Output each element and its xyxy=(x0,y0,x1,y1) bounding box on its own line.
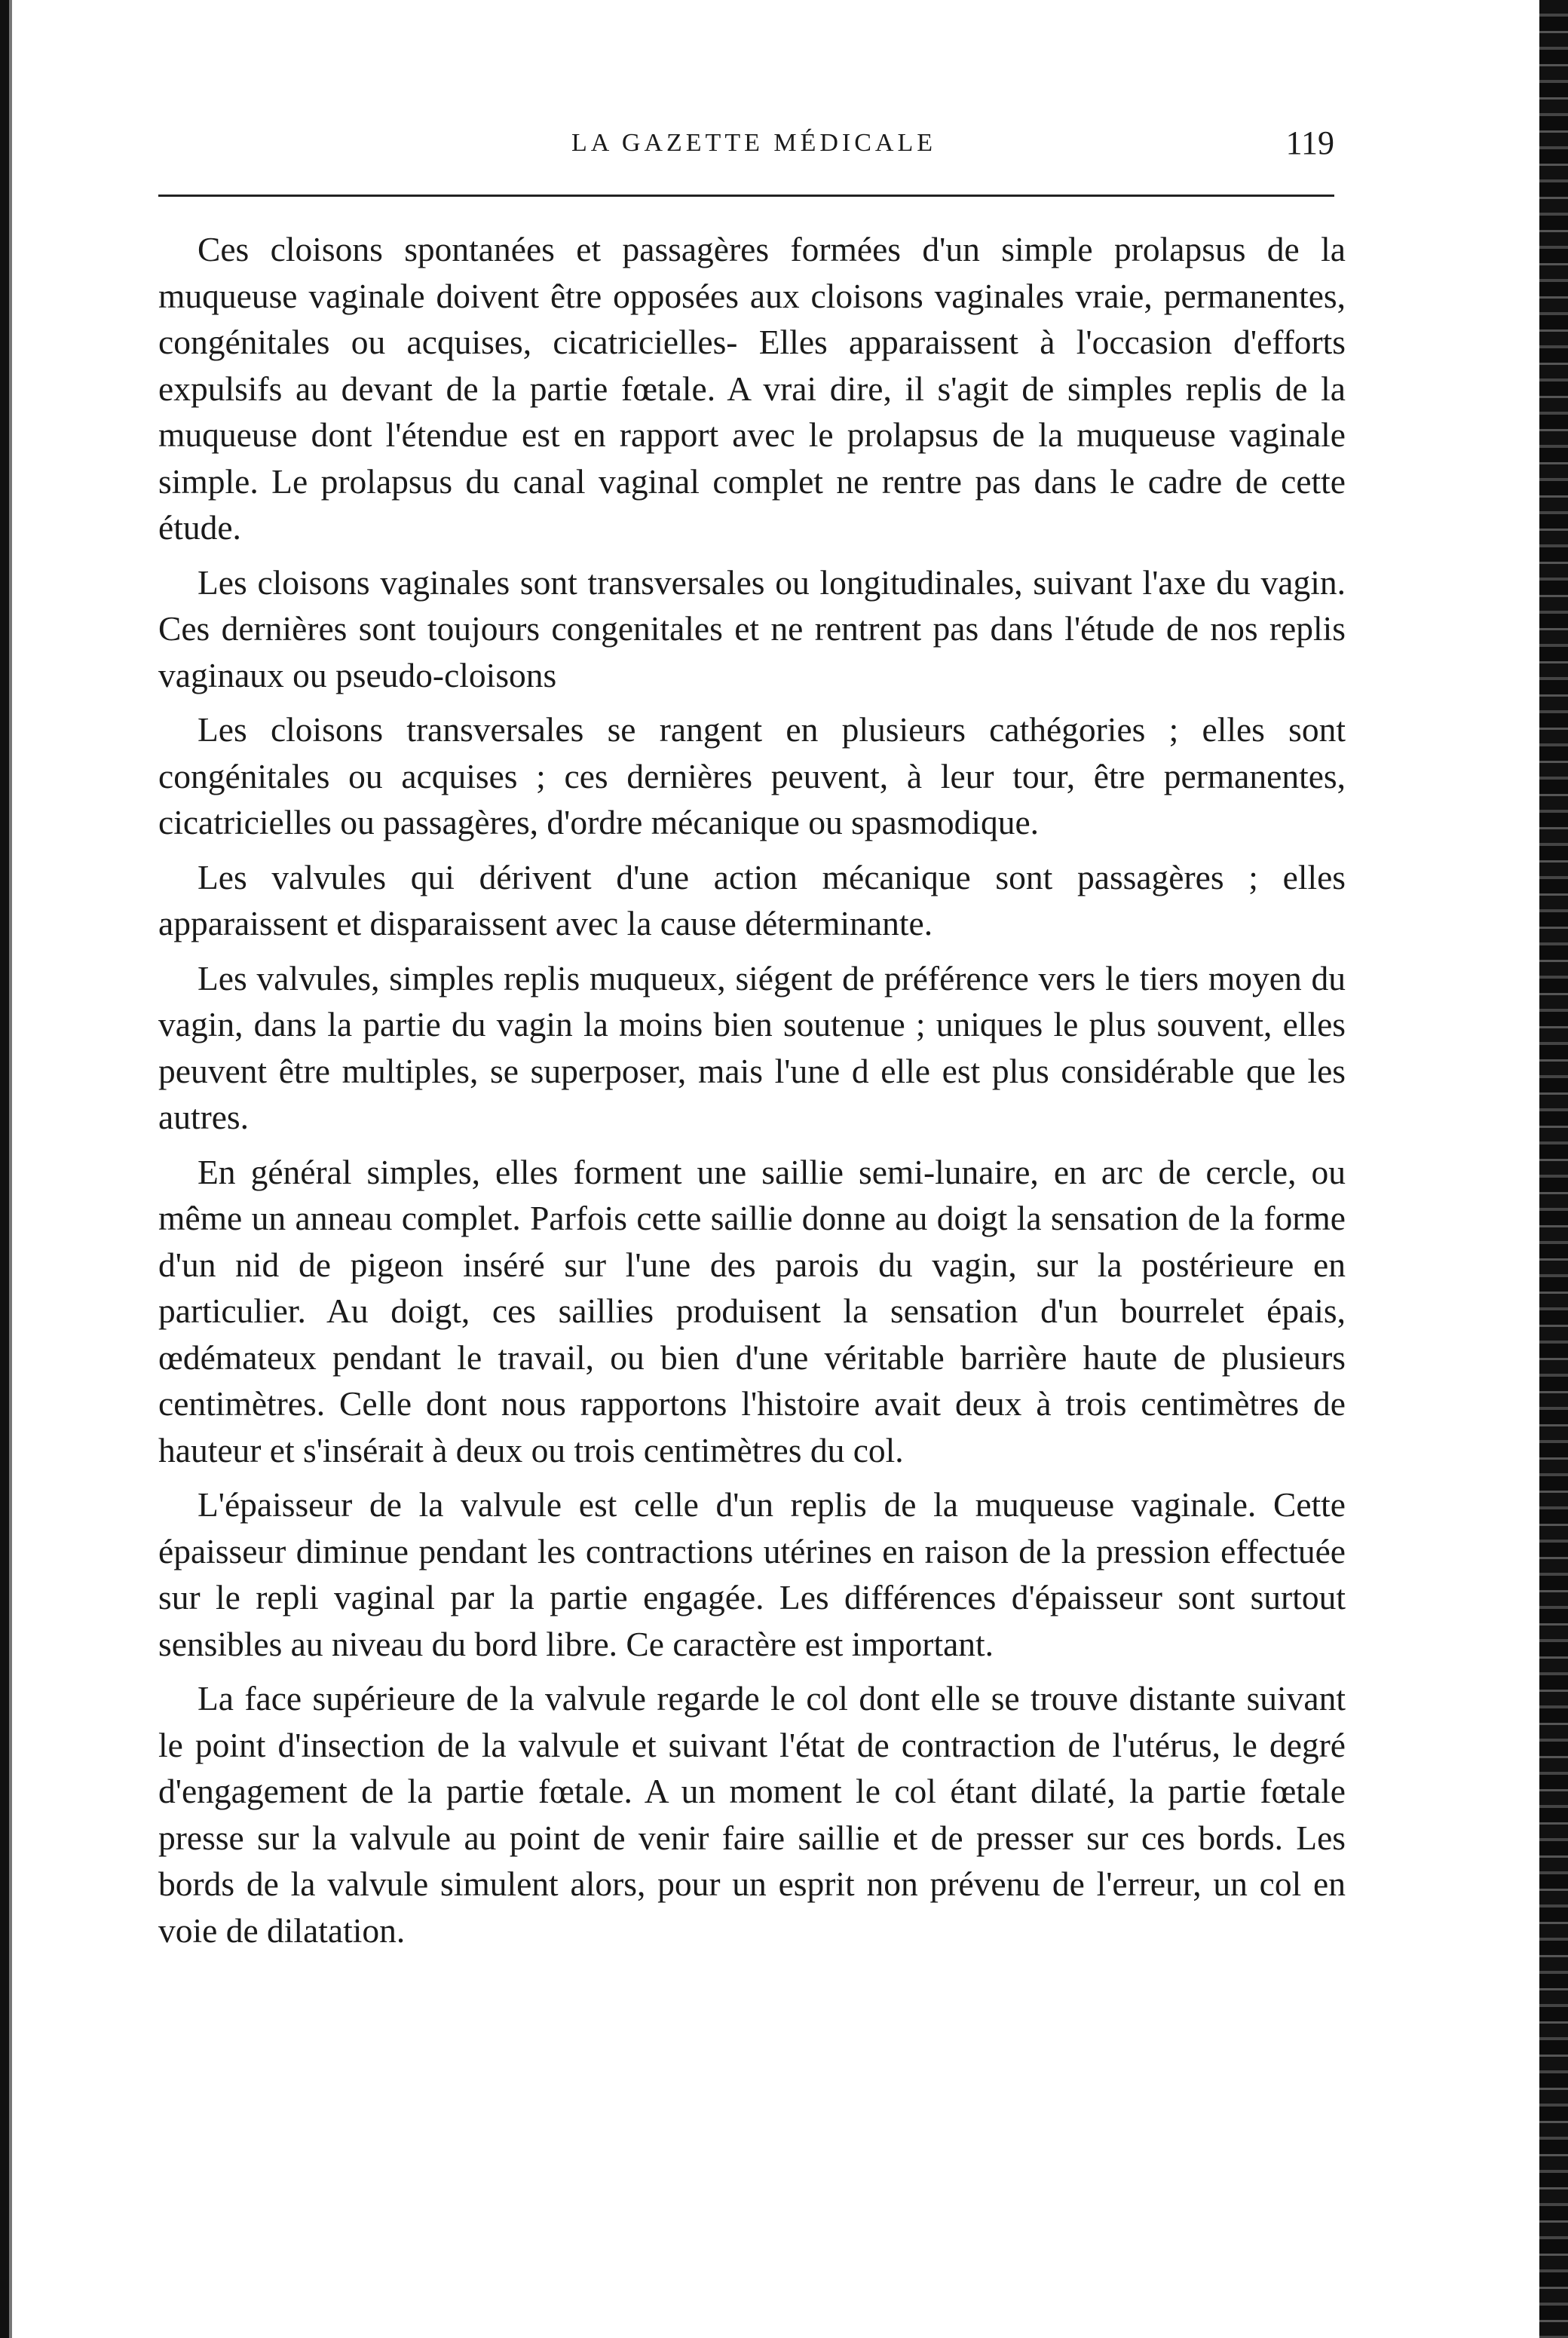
paragraph: Les cloisons vaginales sont transversales ou longitudinales, suivant l'axe du vagin. Ces dernières sont toujours congenitales et ne rentrent pas dans l'étude de nos replis vaginaux ou pseudo-cloisons xyxy=(158,562,1346,694)
running-title: LA GAZETTE MÉDICALE xyxy=(571,129,937,157)
scan-edge-left xyxy=(0,0,9,2338)
body-text xyxy=(158,226,1346,1962)
page-header xyxy=(158,121,1349,166)
paragraph: Ces cloisons spontanées et passagères formées d'un simple prolapsus de la muqueuse vaginale doivent être opposées aux cloisons vaginales vraie, permanentes, congénitales ou acquises, cicatricielles- Elles apparaissent à l'occasion d'efforts expulsifs au devant de la partie fœtale. A vrai dire, il s'agit de simples replis de la muqueuse dont l'étendue est en rapport avec le prolapsus de la muqueuse vaginale simple. Le prolapsus du canal vaginal complet ne rentre pas dans le cadre de cette étude. xyxy=(158,230,1346,547)
scan-edge-right xyxy=(1539,0,1568,2338)
header-rule xyxy=(158,195,1334,197)
page-number: 119 xyxy=(1285,124,1334,161)
paragraph: La face supérieure de la valvule regarde le col dont elle se trouve distante suivant le point d'insection de la valvule et suivant l'état de contraction de l'utérus, le degré d'engagement de la partie fœtale. A un moment le col étant dilaté, la partie fœtale presse sur la valvule au point de venir faire saillie et de presser sur ces bords. Les bords de la valvule simulent alors, pour un esprit non prévenu de l'erreur, un col en voie de dilatation. xyxy=(158,1679,1346,1950)
paragraph: Les valvules qui dérivent d'une action mécanique sont passagères ; elles apparaissent et disparaissent avec la cause déterminante. xyxy=(158,857,1346,942)
paragraph: L'épaisseur de la valvule est celle d'un replis de la muqueuse vaginale. Cette épaisseur diminue pendant les contractions utérines en raison de la pression effectuée sur le repli vaginal par la partie engagée. Les différences d'épaisseur sont surtout sensibles au niveau du bord libre. Ce caractère est important. xyxy=(158,1485,1346,1663)
paragraph: Les valvules, simples replis muqueux, siégent de préférence vers le tiers moyen du vagin, dans la partie du vagin la moins bien soutenue ; uniques le plus souvent, elles peuvent être multiples, se superposer, mais l'une d elle est plus considérable que les autres. xyxy=(158,958,1346,1136)
paragraph: Les cloisons transversales se rangent en plusieurs cathégories ; elles sont congénitales ou acquises ; ces dernières peuvent, à leur tour, être permanentes, cicatricielles ou passagères, d'ordre mécanique ou spasmodique. xyxy=(158,710,1346,841)
paragraph: En général simples, elles forment une saillie semi-lunaire, en arc de cercle, ou même un anneau complet. Parfois cette saillie donne au doigt la sensation de la forme d'un nid de pigeon inséré sur l'une des parois du vagin, sur la postérieure en particulier. Au doigt, ces saillies produisent la sensation d'un bourrelet épais, œdémateux pendant le travail, ou bien d'une véritable barrière haute de plusieurs centimètres. Celle dont nous rapportons l'histoire avait deux à trois centimètres de hauteur et s'insérait à deux ou trois centimètres du col. xyxy=(158,1152,1346,1469)
